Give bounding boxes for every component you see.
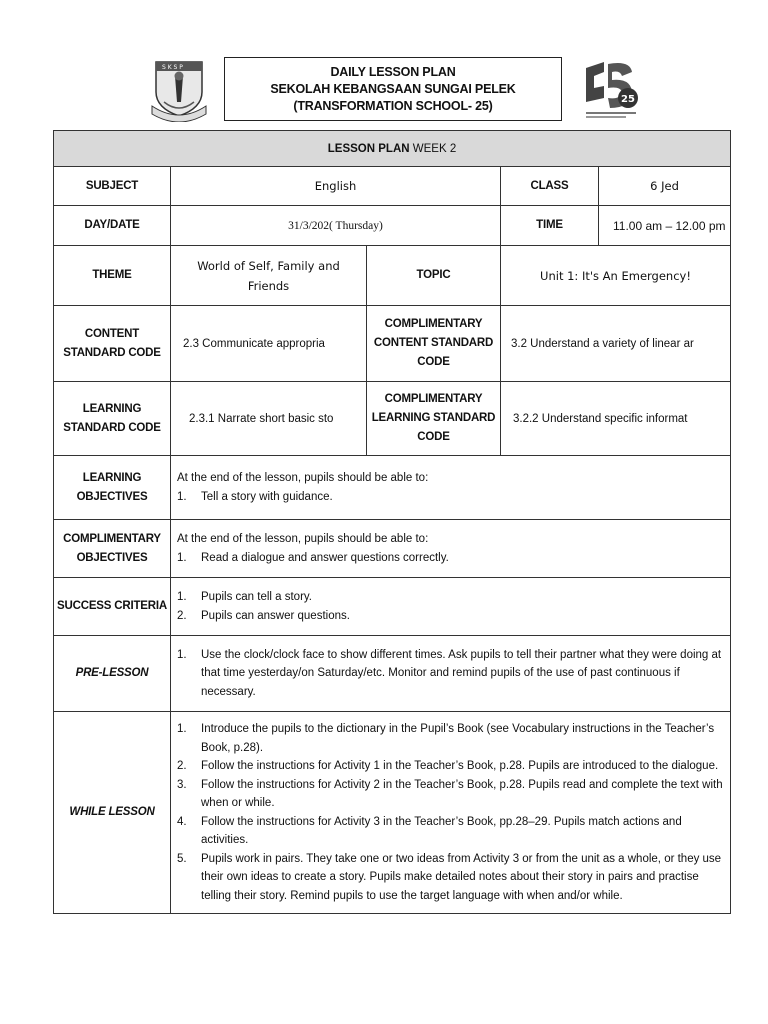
list-item: 4. Follow the instructions for Activity 3 in the Teacher’s Book, pp.28–29. Pupils match actions and activities.: [177, 815, 682, 846]
while-lesson-label: WHILE LESSON: [54, 712, 171, 914]
class-label: CLASS: [501, 167, 599, 206]
time-label: TIME: [501, 206, 599, 246]
subject-value: English: [171, 167, 501, 206]
content-standard-label: CONTENT STANDARD CODE: [54, 306, 171, 382]
daydate-value: 31/3/202( Thursday): [171, 206, 501, 246]
learning-standard-value: 2.3.1 Narrate short basic sto: [171, 382, 367, 456]
class-value: 6 Jed: [599, 167, 731, 206]
success-criteria-label: SUCCESS CRITERIA: [54, 578, 171, 636]
content-standard-value: 2.3 Communicate appropria: [171, 306, 367, 382]
objectives-label: LEARNING OBJECTIVES: [54, 456, 171, 520]
pre-lesson-label: PRE-LESSON: [54, 636, 171, 712]
title-line: SEKOLAH KEBANGSAAN SUNGAI PELEK: [270, 81, 516, 96]
ts25-logo-icon: [582, 58, 640, 122]
document-header: [0, 56, 768, 126]
week-label: WEEK 2: [412, 142, 457, 155]
comp-objectives-row: [54, 520, 731, 578]
daydate-label: DAY/DATE: [54, 206, 171, 246]
time-value: 11.00 am – 12.00 pm: [599, 206, 731, 246]
pre-lesson-row: [54, 636, 731, 712]
success-criteria-cell: [171, 578, 731, 636]
objectives-cell: [171, 456, 731, 520]
comp-content-standard-label: COMPLIMENTARY CONTENT STANDARD CODE: [367, 306, 501, 382]
while-lesson-row: [54, 712, 731, 914]
list-item: 2. Follow the instructions for Activity 1 in the Teacher’s Book, p.28. Pupils are introduced to the dialogue.: [177, 760, 719, 772]
theme-value: World of Self, Family and Friends: [171, 246, 367, 306]
lesson-plan-table: [53, 130, 731, 914]
topic-label: TOPIC: [367, 246, 501, 306]
comp-objectives-cell: [171, 520, 731, 578]
svg-text:25: 25: [621, 94, 635, 105]
subject-label: SUBJECT: [54, 167, 171, 206]
lesson-plan-header-row: [54, 131, 731, 167]
lesson-plan-label: LESSON PLAN: [327, 142, 410, 155]
list-item: 1. Introduce the pupils to the dictionary in the Pupil’s Book (see Vocabulary instructions in the Teacher’s Book, p.28).: [177, 723, 715, 754]
svg-text:S K S P: S K S P: [162, 64, 183, 71]
list-item: 5. Pupils work in pairs. They take one or two ideas from Activity 3 or from the unit as a whole, or they use their own ideas to create a story. Pupils make detailed notes about their story in pairs and practise telling their story. Remind pupils to use the target language with when and/or while.: [177, 852, 722, 902]
pre-lesson-cell: [171, 636, 731, 712]
comp-content-standard-value: 3.2 Understand a variety of linear ar: [501, 306, 731, 382]
comp-learning-standard-value: 3.2.2 Understand specific informat: [501, 382, 731, 456]
list-item: 1. Read a dialogue and answer questions correctly.: [177, 551, 449, 564]
lesson-plan-heading: [54, 131, 731, 167]
learning-standard-label: LEARNING STANDARD CODE: [54, 382, 171, 456]
subject-row: [54, 167, 731, 206]
school-crest-icon: [150, 58, 208, 122]
theme-label: THEME: [54, 246, 171, 306]
title-line: DAILY LESSON PLAN: [330, 64, 456, 79]
content-standard-row: [54, 306, 731, 382]
comp-objectives-intro: At the end of the lesson, pupils should be able to:: [177, 533, 429, 545]
list-item: 1. Pupils can tell a story.: [177, 591, 313, 603]
learning-standard-row: [54, 382, 731, 456]
document-title: [224, 57, 562, 121]
daydate-row: [54, 206, 731, 246]
list-item: 1. Use the clock/clock face to show different times. Ask pupils to tell their partner what they were doing at that time yesterday/on Saturday/etc. Monitor and remind pupils of the use of past continuous if necessary.: [177, 648, 722, 698]
list-item: 2. Pupils can answer questions.: [177, 609, 350, 622]
comp-learning-standard-label: COMPLIMENTARY LEARNING STANDARD CODE: [367, 382, 501, 456]
list-item: 3. Follow the instructions for Activity 2 in the Teacher’s Book, p.28. Pupils read and complete the text with when or while.: [177, 778, 723, 809]
comp-objectives-label: COMPLIMENTARY OBJECTIVES: [54, 520, 171, 578]
list-item: 1. Tell a story with guidance.: [177, 490, 333, 503]
title-line: (TRANSFORMATION SCHOOL- 25): [293, 98, 493, 113]
theme-row: [54, 246, 731, 306]
objectives-row: [54, 456, 731, 520]
objectives-intro: At the end of the lesson, pupils should be able to:: [177, 472, 429, 484]
while-lesson-cell: [171, 712, 731, 914]
success-criteria-row: [54, 578, 731, 636]
topic-value: Unit 1: It's An Emergency!: [501, 246, 731, 306]
